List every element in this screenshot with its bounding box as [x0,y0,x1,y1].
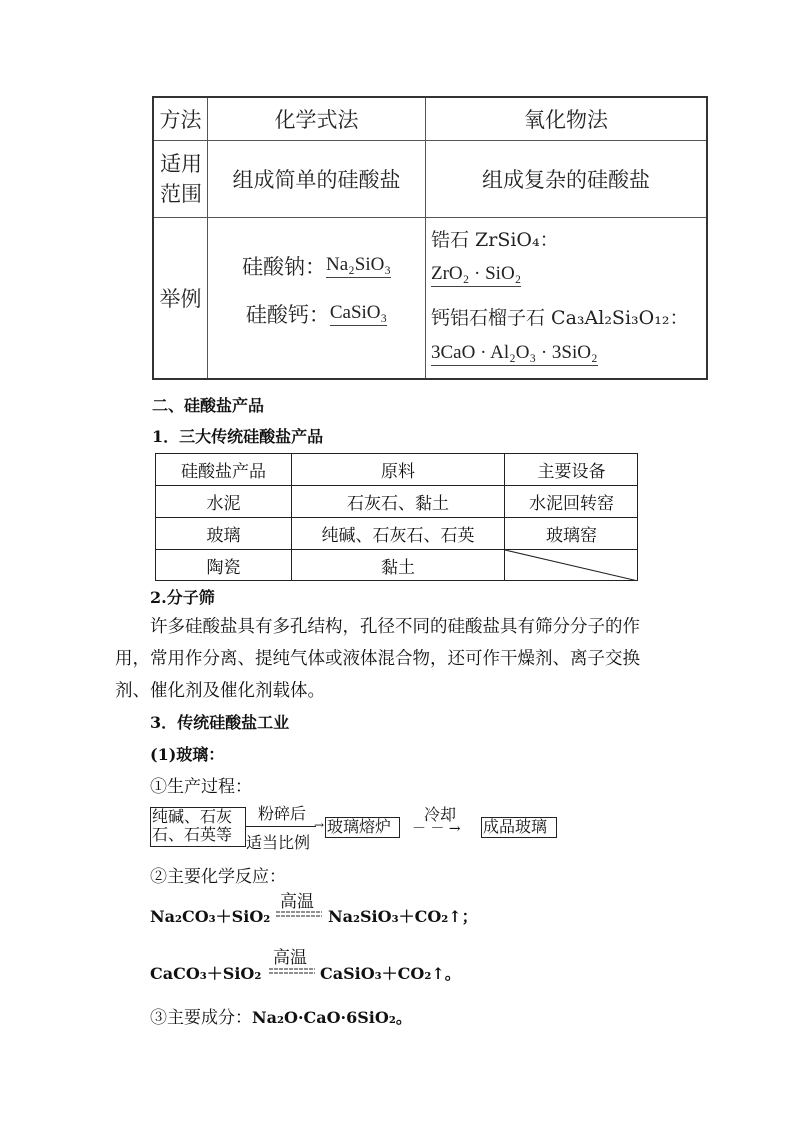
garnet-line: 钙铝石榴子石 Ca₃Al₂Si₃O₁₂： [431,306,689,329]
table-cell: 纯碱、石灰石、石英 [321,526,475,546]
calcium-silicate-formula: CaSiO₃ [330,302,387,326]
raw-materials-box [150,807,246,847]
equation-1-right: Na₂SiO₃＋CO₂↑； [328,907,478,926]
row-scope-label: 适用范围 [160,152,202,206]
cool-label: 冷却 [424,805,457,824]
header-oxide-method: 氧化物法 [524,108,608,132]
zircon-line: 锆石 ZrSiO₄： [431,228,559,251]
sieve-text-line: 用，常用作分离、提纯气体或液体混合物，还可作干燥剂、离子交换 [115,649,640,669]
example-calcium-silicate [208,296,425,332]
table-cell: 陶瓷 [206,558,241,578]
table-cell: 玻璃窑 [546,526,597,546]
section-title: 二、硅酸盐产品 [152,396,265,415]
garnet-oxide-formula: 3CaO · Al₂O₃ · 3SiO₂ [431,342,598,366]
dashed-arrow-icon: － － → [412,821,461,837]
glass-title: (1)玻璃： [150,745,225,764]
table-cell: 石灰石、黏土 [347,494,449,514]
molecular-sieve-title: 2.分子筛 [150,588,215,607]
arrow-head-icon: → [314,818,325,832]
zircon-oxide-formula: ZrO₂ · SiO₂ [431,263,521,287]
step-proportion-label: 适当比例 [246,833,311,852]
raw-materials-line: 石、石英等 [152,825,233,844]
table-cell: 黏土 [381,558,415,578]
glass-furnace-box: 玻璃熔炉 [325,817,400,838]
example-sodium-silicate [208,248,425,284]
header-material: 原料 [381,462,415,482]
reaction-label: ②主要化学反应： [150,867,286,887]
sodium-silicate-formula: Na₂SiO₃ [326,254,391,278]
equation-2-left: CaCO₃＋SiO₂ [150,964,262,983]
process-label: ①生产过程： [150,777,252,797]
products-table [155,453,638,581]
calcium-silicate-name: 硅酸钙： [245,303,330,327]
table-cell: 玻璃 [206,526,241,546]
component-label-text: ③主要成分： [150,1008,252,1028]
empty-cell-diagonal [505,550,638,581]
sieve-text-line: 剂、催化剂及催化剂载体。 [115,681,325,701]
sieve-text-line: 许多硅酸盐具有多孔结构，孔径不同的硅酸盐具有筛分分子的作 [150,617,640,637]
arrow-line [246,826,316,827]
raw-materials-line: 纯碱、石灰 [152,807,233,826]
header-product: 硅酸盐产品 [181,462,266,482]
sodium-silicate-name: 硅酸钠： [242,255,326,279]
header-method: 方法 [159,108,202,132]
step-crush-label: 粉碎后 [258,804,307,823]
method-comparison-table [152,96,708,380]
scope-complex: 组成复杂的硅酸盐 [482,168,650,192]
table-cell: 水泥 [206,494,241,514]
zircon-oxide [431,258,701,292]
equation-2-right: CaSiO₃＋CO₂↑。 [320,964,461,983]
finished-glass-box: 成品玻璃 [481,817,557,838]
header-equipment: 主要设备 [537,462,606,482]
equals-sign-icon [276,910,322,918]
condition-high-temp: 高温 [280,892,314,912]
subsection-three-products: 1．三大传统硅酸盐产品 [152,427,324,446]
equation-1-left: Na₂CO₃＋SiO₂ [150,907,271,926]
row-example-label: 举例 [159,287,202,311]
condition-high-temp: 高温 [273,948,307,968]
equals-sign-icon [269,967,315,975]
garnet-oxide [431,336,701,372]
component-label [150,1003,412,1028]
table-cell: 水泥回转窑 [529,494,614,514]
industry-title: 3．传统硅酸盐工业 [150,713,290,732]
component-formula: Na₂O·CaO·6SiO₂。 [252,1008,412,1027]
header-formula-method: 化学式法 [274,108,359,132]
scope-simple: 组成简单的硅酸盐 [232,168,401,192]
